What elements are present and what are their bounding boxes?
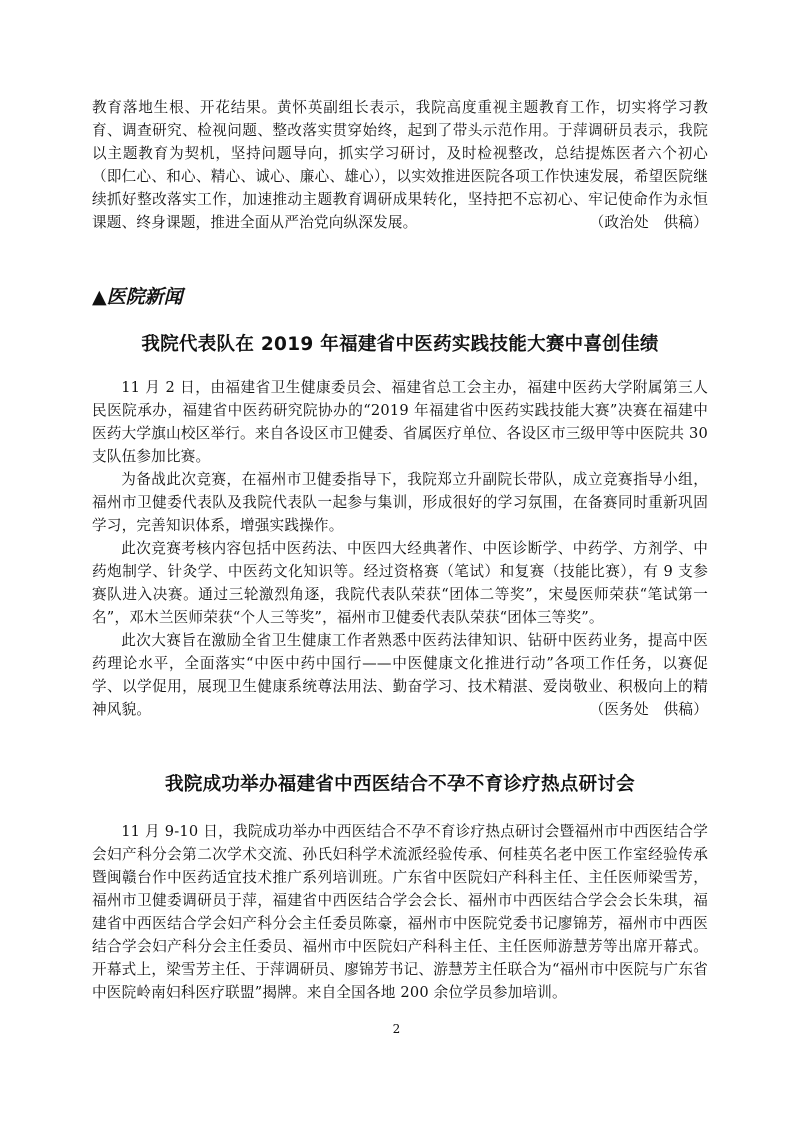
article1-paragraph-4 [92, 629, 708, 721]
article1-paragraph-1: 11 月 2 日，由福建省卫生健康委员会、福建省总工会主办，福建中医药大学附属第三人民医院承办，福建省中医药研究院协办的“2019 年福建省中医药实践技能大赛”决赛在福建中医药大学旗山校区举行。来自各设区市卫健委、省属医疗单位、各设区市三级甲等中医院共 30 支队伍参加比赛。 [92, 379, 708, 465]
article2-body [92, 820, 708, 1004]
article1-paragraph-3: 此次竞赛考核内容包括中医药法、中医四大经典著作、中医诊断学、中药学、方剂学、中药炮制学、针灸学、中医药文化知识等。经过资格赛（笔试）和复赛（技能比赛），有 9 支参赛队进入决赛。通过三轮激烈角逐，我院代表队荣获“团体二等奖”，宋曼医师荣获“笔试第一名”，邓木兰医师荣获“个人三等奖”，福州市卫健委代表队荣获“团体三等奖”。 [92, 540, 708, 626]
article2-title: 我院成功举办福建省中西医结合不孕不育诊疗热点研讨会 [164, 774, 635, 795]
article1-credit: （医务处 供稿） [589, 701, 708, 718]
article1-paragraph-4-text: 此次大赛旨在激励全省卫生健康工作者熟悉中医药法律知识、钻研中医药业务，提高中医药理论水平，全面落实“中医中药中国行——中医健康文化推进行动”各项工作任务，以赛促学、以学促用，展现卫生健康系统尊法用法、勤奋学习、技术精湛、爱岗敬业、积极向上的精神风貌。 [92, 632, 708, 718]
intro-text: 教育落地生根、开花结果。黄怀英副组长表示，我院高度重视主题教育工作，切实将学习教育、调查研究、检视问题、整改落实贯穿始终，起到了带头示范作用。于萍调研员表示，我院以主题教育为契机，坚持问题导向，抓实学习研讨，及时检视整改，总结提炼医者六个初心（即仁心、和心、精心、诚心、廉心、雄心），以实效推进医院各项工作快速发展，希望医院继续抓好整改落实工作，加速推动主题教育调研成果转化，坚持把不忘初心、牢记使命作为永恒课题、终身课题，推进全面从严治党向纵深发展。 [92, 99, 708, 231]
article1-title: 我院代表队在 2019 年福建省中医药实践技能大赛中喜创佳绩 [141, 334, 659, 355]
article2-paragraph-1: 11 月 9-10 日，我院成功举办中西医结合不孕不育诊疗热点研讨会暨福州市中西医结合学会妇产科分会第二次学术交流、孙氏妇科学术流派经验传承、何桂英名老中医工作室经验传承暨闽赣台作中医药适宜技术推广系列培训班。广东省中医院妇产科科主任、主任医师梁雪芳，福州市卫健委调研员于萍，福建省中西医结合学会会长、福州市中西医结合学会会长朱琪，福建省中西医结合学会妇产科分会主任委员陈豪，福州市中医院党委书记廖锦芳，福州市中西医结合学会妇产科分会主任委员、福州市中医院妇产科科主任、主任医师游慧芳等出席开幕式。开幕式上，梁雪芳主任、于萍调研员、廖锦芳书记、游慧芳主任联合为“福州市中医院与广东省中医院岭南妇科医疗联盟”揭牌。来自全国各地 200 余位学员参加培训。 [92, 823, 708, 1001]
section-label-hospital-news: ▲医院新闻 [92, 286, 183, 308]
intro-paragraph-block [92, 96, 708, 234]
article1-paragraph-2: 为备战此次竞赛，在福州市卫健委指导下，我院郑立升副院长带队，成立竞赛指导小组，福州市卫健委代表队及我院代表队一起参与集训，形成很好的学习氛围，在备赛同时重新巩固学习，完善知识体系，增强实践操作。 [92, 471, 708, 534]
page-number: 2 [392, 1022, 401, 1036]
intro-credit: （政治处 供稿） [589, 214, 708, 231]
article1-body [92, 376, 708, 721]
intro-paragraph [92, 96, 708, 234]
